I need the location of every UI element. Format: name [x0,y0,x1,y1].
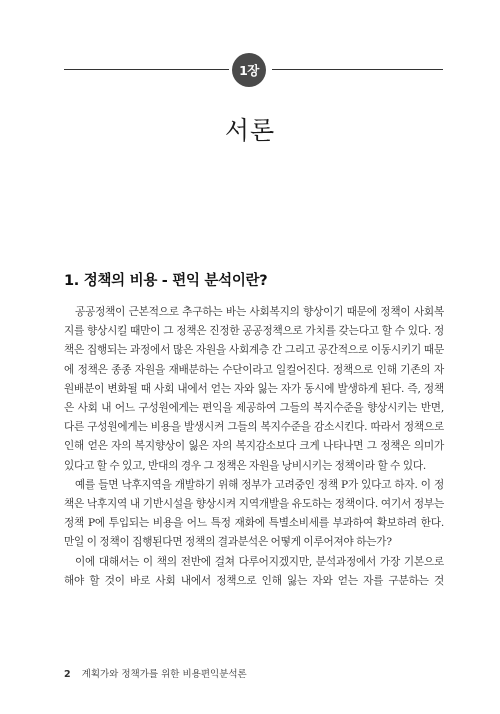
chapter-title: 서론 [224,116,276,145]
paragraph: 공공정책이 근본적으로 추구하는 바는 사회복지의 향상이기 때문에 정책이 사회복지를 향상시킬 때만이 그 정책은 진정한 공공정책으로 가치를 갖는다고 할 수 있다. 정책은 집행되는 과정에서 많은 자원을 사회계층 간 그리고 공간적으로 이동시키기 때문에 정책은 종종 자원을 재배분하는 수단이라고 일컬어진다. 정책으로 인해 기존의 자원배분이 변화될 때 사회 내에서 얻는 자와 잃는 자가 동시에 발생하게 된다. 즉, 정책은 사회 내 어느 구성원에게는 편익을 제공하여 그들의 복지수준을 향상시키는 반면, 다른 구성원에게는 비용을 발생시켜 그들의 복지수준을 감소시킨다. 따라서 정책으로 인해 얻은 자의 복지향상이 잃은 자의 복지감소보다 크게 나타나면 그 정책은 의미가 있다고 할 수 있고, 반대의 경우 그 정책은 자원을 낭비시키는 정책이라 할 수 있다. [64,306,444,472]
chapter-badge: 1장 [232,53,266,87]
page-number: 2 [64,669,71,680]
body-text [64,303,444,591]
running-title: 계획가와 정책가를 위한 비용편익분석론 [81,669,247,680]
page-footer [64,666,247,680]
paragraph: 이에 대해서는 이 책의 전반에 걸쳐 다루어지겠지만, 분석과정에서 가장 기본으로 해야 할 것이 바로 사회 내에서 정책으로 인해 잃는 자와 얻는 자를 구분하는 것 [64,555,444,587]
chapter-rule-right [272,69,443,70]
paragraph: 예를 들면 낙후지역을 개발하기 위해 정부가 고려중인 정책 P가 있다고 하자. 이 정책은 낙후지역 내 기반시설을 향상시켜 지역개발을 유도하는 정책이다. 여기서 정부는 정책 P에 투입되는 비용을 어느 특정 재화에 특별소비세를 부과하여 확보하려 한다. 만일 이 정책이 집행된다면 정책의 결과분석은 어떻게 이루어져야 하는가? [64,478,444,549]
section-heading: 1. 정책의 비용 - 편익 분석이란? [64,273,268,289]
chapter-rule-left [64,69,229,70]
